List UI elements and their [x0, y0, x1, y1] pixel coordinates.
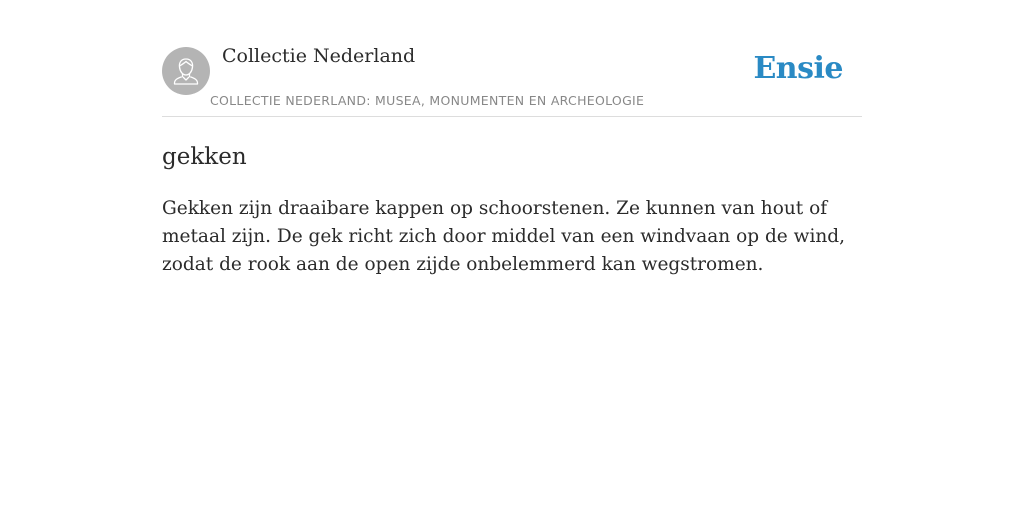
entry-term: gekken	[162, 144, 247, 170]
entry-definition: Gekken zijn draaibare kappen op schoorstenen. Ze kunnen van hout of metaal zijn. De gek richt zich door middel van een windvaan op de wind, zodat de rook aan de open zijde onbelemmerd kan wegstromen.	[162, 198, 846, 275]
author-avatar[interactable]	[162, 47, 210, 95]
author-name-link[interactable]: Collectie Nederland	[222, 45, 416, 67]
user-silhouette-icon	[162, 47, 210, 95]
author-subtitle: COLLECTIE NEDERLAND: MUSEA, MONUMENTEN EN ARCHEOLOGIE	[210, 93, 645, 108]
entry-header	[162, 0, 862, 117]
ensie-logo-link[interactable]: Ensie	[753, 51, 843, 86]
page-container	[162, 0, 862, 279]
